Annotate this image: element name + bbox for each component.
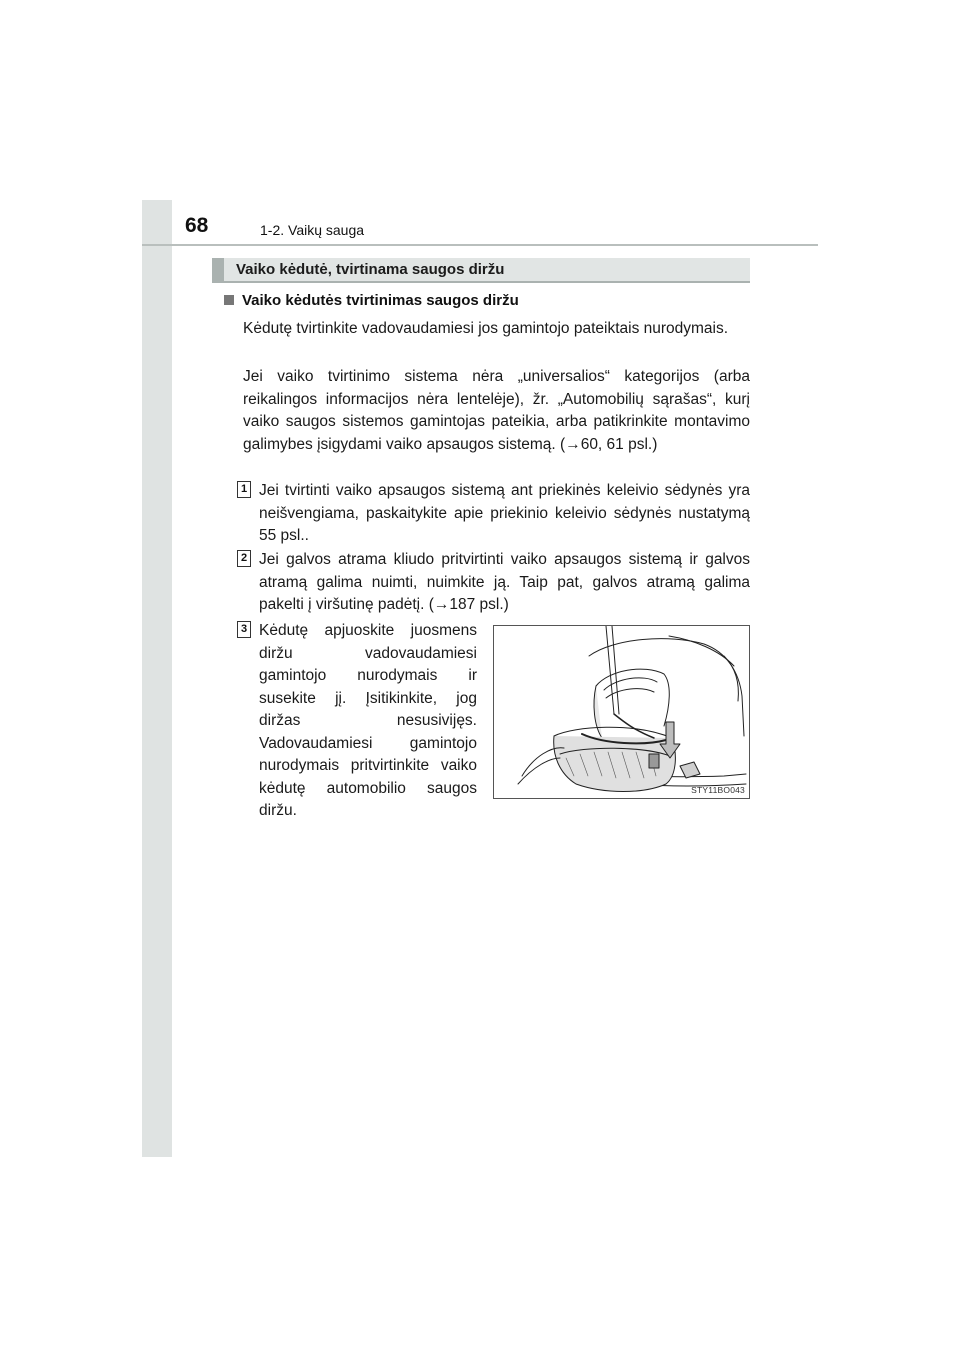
child-seat-drawing	[494, 626, 749, 798]
side-tab-bar	[142, 200, 172, 1157]
figure-code: STY11BO043	[691, 785, 745, 795]
sub-heading	[224, 292, 519, 309]
sub-heading-text: Vaiko kėdutės tvirtinimas saugos diržu	[242, 292, 519, 309]
step-number-3: 3	[237, 621, 251, 638]
header-divider	[142, 244, 818, 246]
section-reference: 1-2. Vaikų sauga	[260, 222, 365, 238]
step-text-1: Jei tvirtinti vaiko apsaugos sistemą ant priekinės keleivio sėdynės yra neišvengiama, paskaitykite apie priekinio keleivio sėdynės nustatymą 55 psl..	[259, 482, 750, 544]
page-number: 68	[185, 214, 209, 237]
step-text-3: Kėdutę apjuoskite juosmens diržu vadovaudamiesi gamintojo nurodymais ir susekite jį. Įsitikinkite, jog diržas nesusivijęs. Vadovaudamiesi gamintojo nurodymais pritvirtinkite vaiko kėdutę automobilio saugos diržu.	[259, 622, 477, 819]
step-number-2: 2	[237, 550, 251, 567]
square-bullet-icon	[224, 295, 234, 305]
section-title: Vaiko kėdutė, tvirtinama saugos diržu	[212, 258, 750, 283]
paragraph-instructions: Kėdutę tvirtinkite vadovaudamiesi jos gamintojo pateiktais nurodymais.	[243, 320, 729, 337]
child-seat-illustration	[493, 625, 750, 799]
step-number-1: 1	[237, 481, 251, 498]
step-text-2: Jei galvos atrama kliudo pritvirtinti vaiko apsaugos sistemą ir galvos atramą galima nuimti, nuimkite ją. Taip pat, galvos atramą galima pakelti į viršutinę padėtį. (→187 psl.)	[259, 551, 750, 613]
paragraph-category-note: Jei vaiko tvirtinimo sistema nėra „universalios“ kategorijos (arba reikalingos informacijos nėra lentelėje), žr. „Automobilių sąrašas“, kurį vaiko saugos sistemos gamintojas pateikia, arba patikrinkite montavimo galimybes įsigydami vaiko apsaugos sistemą. (→60, 61 psl.)	[243, 368, 750, 453]
